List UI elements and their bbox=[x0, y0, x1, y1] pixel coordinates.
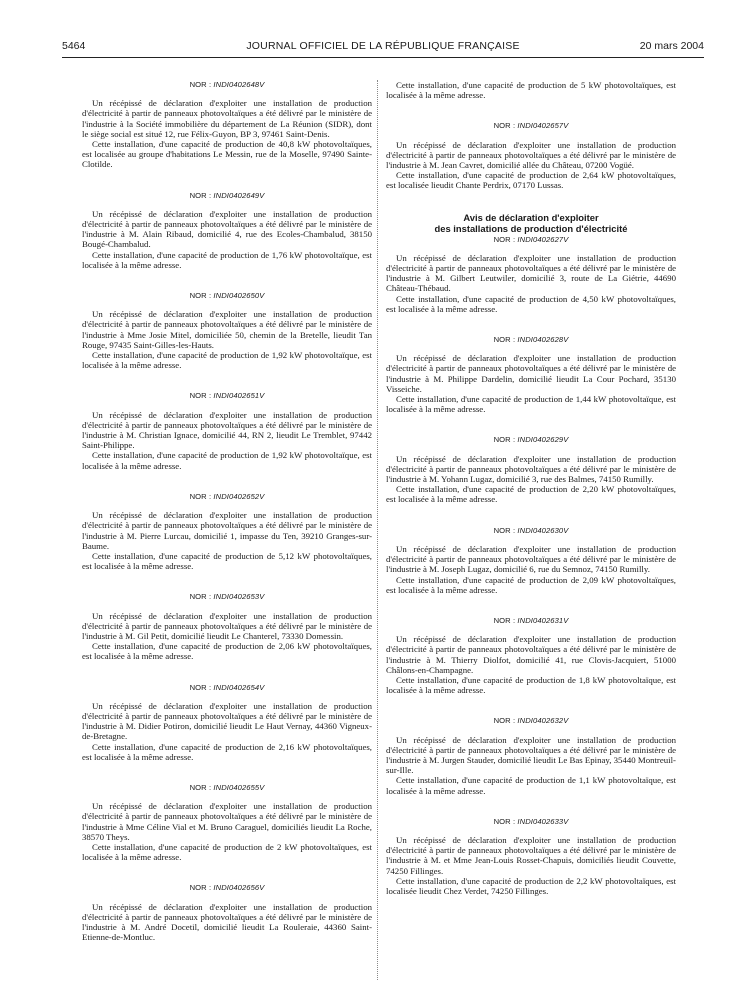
notice-paragraph: Un récépissé de déclaration d'exploiter une installation de production d'électricité à partir de panneaux photovoltaïques a été délivré par le ministère de l'industrie à M. Jurgen Stauder, domicilié lieudit Le Bas Epinay, 35440 Montreuil-sur-Ille. bbox=[386, 734, 676, 776]
notice-paragraph: Un récépissé de déclaration d'exploiter une installation de production d'électricité à partir de panneaux photovoltaïques a été délivré par le ministère de l'industrie à M. Yohann Lugaz, domicilié 3, rue des Balmes, 74150 Rumilly. bbox=[386, 453, 676, 485]
notice-entry bbox=[82, 291, 372, 370]
notice-entry bbox=[82, 592, 372, 661]
notice-entry bbox=[386, 235, 676, 314]
nor-reference bbox=[82, 391, 372, 401]
page-number: 5464 bbox=[62, 40, 86, 52]
notice-paragraph: Cette installation, d'une capacité de production de 40,8 kW photovoltaïques, est localisée au groupe d'habitations Le Messin, rue de la Moselle, 97490 Sainte-Clotilde. bbox=[82, 139, 372, 170]
notice-paragraph: Un récépissé de déclaration d'exploiter une installation de production d'électricité à partir de panneaux photovoltaïques a été délivré par le ministère de l'industrie à M. Jean Cavret, domicilié allée du Château, 07200 Vogüé. bbox=[386, 139, 676, 171]
notice-paragraph: Cette installation, d'une capacité de production de 2,16 kW photovoltaïques, est localisée à la même adresse. bbox=[82, 741, 372, 762]
notice-entry bbox=[82, 191, 372, 270]
left-column bbox=[82, 80, 372, 963]
notice-paragraph: Cette installation, d'une capacité de production de 2,2 kW photovoltaïques, est localisée lieudit Chez Verdet, 74250 Fillinges. bbox=[386, 875, 676, 896]
nor-prefix: NOR : bbox=[189, 80, 212, 89]
notice-entry bbox=[386, 80, 676, 100]
column-divider bbox=[377, 80, 378, 980]
section-title-line: des installations de production d'électricité bbox=[434, 222, 628, 234]
notice-paragraph: Un récépissé de déclaration d'exploiter une installation de production d'électricité à partir de panneaux photovoltaïques a été délivré par le ministère de l'industrie à M. Didier Potiron, domicilié lieudit Le Haut Vernay, 44360 Vigneux-de-Bretagne. bbox=[82, 700, 372, 742]
notice-entry bbox=[386, 716, 676, 795]
nor-reference bbox=[386, 235, 676, 245]
nor-prefix: NOR : bbox=[189, 592, 212, 602]
notice-paragraph: Un récépissé de déclaration d'exploiter une installation de production d'électricité à partir de panneaux photovoltaïques a été délivré par le ministère de l'industrie à M. Alain Ribaud, domicilié 4, rue des Ecoles-Chambalud, 38150 Bougé-Chambalud. bbox=[82, 208, 372, 250]
nor-prefix: NOR : bbox=[493, 816, 516, 826]
nor-prefix: NOR : bbox=[189, 782, 212, 792]
notice-paragraph: Un récépissé de déclaration d'exploiter une installation de production d'électricité à partir de panneaux photovoltaïques a été délivré par le ministère de l'industrie à M. Philippe Dardelin, domicilié lieudit La Cour Pochard, 35130 Visseiche. bbox=[386, 353, 676, 394]
nor-reference bbox=[386, 716, 676, 726]
nor-code: INDI0402630V bbox=[517, 525, 569, 535]
notice-entry bbox=[386, 616, 676, 695]
notice-entry bbox=[386, 817, 676, 896]
nor-prefix: NOR : bbox=[189, 682, 212, 692]
notice-paragraph: Un récépissé de déclaration d'exploiter une installation de production d'électricité à partir de panneaux photovoltaïques a été délivré par le ministère de l'industrie à M. Gilbert Leutwiler, domicilié 3, route de La Giétrie, 44690 Château-Thébaud. bbox=[386, 252, 676, 294]
notice-paragraph: Un récépissé de déclaration d'exploiter une installation de production d'électricité à partir de panneaux photovoltaïques a été délivré par le ministère de l'industrie à M. et Mme Jean-Louis Rosset-Chapuis, domiciliés lieudit Couvette, 74250 Fillinges. bbox=[386, 834, 676, 876]
notice-paragraph: Cette installation, d'une capacité de production de 2,09 kW photovoltaïques, est localisée à la même adresse. bbox=[386, 574, 676, 595]
nor-reference bbox=[82, 492, 372, 502]
notice-paragraph: Un récépissé de déclaration d'exploiter une installation de production d'électricité à partir de panneaux photovoltaïques a été délivré par le ministère de l'industrie à M. Pierre Lurcau, domicilié 1, impasse du Ten, 39210 Granges-sur-Baume. bbox=[82, 510, 372, 551]
notice-paragraph: Cette installation, d'une capacité de production de 2 kW photovoltaïques, est localisée à la même adresse. bbox=[82, 841, 372, 863]
notice-paragraph: Un récépissé de déclaration d'exploiter une installation de production d'électricité à partir de panneaux photovoltaïques a été délivré par le ministère de l'industrie à M. Christian Ignace, domicilié 44, RN 2, lieudit Le Tremblet, 97442 Saint-Philippe. bbox=[82, 409, 372, 451]
nor-reference bbox=[386, 335, 676, 345]
notice-entry bbox=[82, 391, 372, 470]
header-rule bbox=[62, 57, 704, 58]
nor-prefix: NOR : bbox=[493, 335, 516, 345]
publication-date: 20 mars 2004 bbox=[639, 40, 704, 52]
notice-paragraph: Cette installation, d'une capacité de production de 2,20 kW photovoltaïques, est localisée à la même adresse. bbox=[386, 484, 676, 505]
nor-code: INDI0402654V bbox=[213, 682, 265, 692]
nor-reference bbox=[82, 592, 372, 602]
section-title bbox=[386, 212, 676, 234]
nor-reference bbox=[386, 817, 676, 827]
notice-entry bbox=[82, 492, 372, 571]
notice-paragraph: Un récépissé de déclaration d'exploiter une installation de production d'électricité à partir de panneaux photovoltaïques a été délivré par le ministère de l'industrie à M. Thierry Diolfot, domicilié 41, rue Clovis-Jacquiert, 51000 Châlons-en-Champagne. bbox=[386, 634, 676, 675]
notice-paragraph: Cette installation, d'une capacité de production de 1,1 kW photovoltaïque, est localisée à la même adresse. bbox=[386, 775, 676, 796]
notice-entry bbox=[82, 783, 372, 862]
nor-prefix: NOR : bbox=[189, 491, 212, 501]
notice-paragraph: Un récépissé de déclaration d'exploiter une installation de production d'électricité à partir de panneaux photovoltaïques a été délivré par le ministère de l'industrie à la Société immobilière du département de La Réunion (SIDR), dont le siège social est situé 12, rue Félix-Guyon, BP 3, 97461 Saint-Denis. bbox=[82, 98, 372, 139]
notice-entry bbox=[82, 883, 372, 942]
nor-code: INDI0402632V bbox=[517, 716, 569, 726]
nor-prefix: NOR : bbox=[493, 716, 516, 726]
right-column-bottom bbox=[386, 235, 676, 897]
notice-paragraph: Cette installation, d'une capacité de production de 5 kW photovoltaïques, est localisée à la même adresse. bbox=[386, 80, 676, 101]
nor-reference bbox=[386, 526, 676, 536]
nor-prefix: NOR : bbox=[189, 190, 212, 200]
nor-reference bbox=[82, 683, 372, 693]
nor-code: INDI0402651V bbox=[213, 391, 265, 401]
nor-code: INDI0402657V bbox=[517, 121, 569, 131]
nor-reference bbox=[82, 783, 372, 793]
notice-entry bbox=[82, 683, 372, 762]
nor-code: INDI0402650V bbox=[213, 291, 265, 301]
nor-prefix: NOR : bbox=[493, 525, 516, 535]
nor-code: INDI0402652V bbox=[213, 491, 265, 501]
nor-prefix: NOR : bbox=[493, 615, 516, 625]
notice-paragraph: Cette installation, d'une capacité de production de 5,12 kW photovoltaïques, est localisée à la même adresse. bbox=[82, 550, 372, 572]
nor-code: INDI0402629V bbox=[517, 435, 569, 445]
notice-paragraph: Un récépissé de déclaration d'exploiter une installation de production d'électricité à partir de panneaux photovoltaïques a été délivré par le ministère de l'industrie à Mme Céline Vial et M. Bruno Caraguel, domiciliés lieudit La Roche, 38570 Theys. bbox=[82, 801, 372, 842]
notice-paragraph: Un récépissé de déclaration d'exploiter une installation de production d'électricité à partir de panneaux photovoltaïques a été délivré par le ministère de l'industrie à M. André Docetil, domicilié lieudit La Rouleraie, 44360 Saint-Etienne-de-Montluc. bbox=[82, 901, 372, 943]
nor-code: INDI0402656V bbox=[213, 883, 265, 893]
nor-reference bbox=[386, 435, 676, 445]
section-title-line: Avis de déclaration d'exploiter bbox=[463, 211, 599, 223]
journal-title: JOURNAL OFFICIEL DE LA RÉPUBLIQUE FRANÇAISE bbox=[246, 40, 520, 52]
notice-paragraph: Cette installation, d'une capacité de production de 1,8 kW photovoltaïque, est localisée à la même adresse. bbox=[386, 674, 676, 696]
right-column-top bbox=[386, 80, 676, 191]
notice-entry bbox=[386, 526, 676, 595]
notice-paragraph: Un récépissé de déclaration d'exploiter une installation de production d'électricité à partir de panneaux photovoltaïques a été délivré par le ministère de l'industrie à M. Joseph Lugaz, domicilié 6, rue du Semnoz, 74150 Rumilly. bbox=[386, 543, 676, 575]
notice-paragraph: Cette installation, d'une capacité de production de 2,06 kW photovoltaïques, est localisée à la même adresse. bbox=[82, 641, 372, 662]
nor-reference bbox=[82, 883, 372, 893]
nor-code: INDI0402649V bbox=[213, 190, 265, 200]
nor-code: INDI0402653V bbox=[213, 592, 265, 602]
right-column bbox=[386, 80, 676, 917]
nor-prefix: NOR : bbox=[493, 121, 516, 131]
nor-code: INDI0402627V bbox=[517, 234, 569, 244]
nor-prefix: NOR : bbox=[493, 234, 516, 244]
notice-paragraph: Cette installation, d'une capacité de production de 1,44 kW photovoltaïque, est localisée à la même adresse. bbox=[386, 394, 676, 415]
notice-paragraph: Cette installation, d'une capacité de production de 4,50 kW photovoltaïques, est localisée à la même adresse. bbox=[386, 293, 676, 314]
notice-paragraph: Cette installation, d'une capacité de production de 1,76 kW photovoltaïque, est localisée à la même adresse. bbox=[82, 249, 372, 270]
notice-paragraph: Cette installation, d'une capacité de production de 2,64 kW photovoltaïques, est localisée lieudit Chante Perdrix, 07170 Lussas. bbox=[386, 170, 676, 191]
page-header bbox=[62, 40, 704, 56]
nor-code: INDI0402631V bbox=[517, 615, 569, 625]
nor-code: INDI0402628V bbox=[517, 335, 569, 345]
nor-prefix: NOR : bbox=[493, 435, 516, 445]
notice-entry bbox=[386, 121, 676, 190]
nor-reference bbox=[82, 80, 372, 90]
notice-entry bbox=[386, 335, 676, 414]
notice-entry bbox=[82, 80, 372, 170]
notice-paragraph: Cette installation, d'une capacité de production de 1,92 kW photovoltaïque, est localisée à la même adresse. bbox=[82, 450, 372, 471]
nor-reference bbox=[386, 616, 676, 626]
nor-reference bbox=[386, 121, 676, 131]
notice-paragraph: Un récépissé de déclaration d'exploiter une installation de production d'électricité à partir de panneaux photovoltaïques a été délivré par le ministère de l'industrie à M. Gil Petit, domicilié lieudit Le Chanterel, 73330 Domessin. bbox=[82, 610, 372, 641]
nor-code: INDI0402633V bbox=[517, 816, 569, 826]
notice-paragraph: Un récépissé de déclaration d'exploiter une installation de production d'électricité à partir de panneaux photovoltaïques a été délivré par le ministère de l'industrie à Mme Josie Mitel, domiciliée 50, chemin de la Bretelle, lieudit Tan Rouge, 97435 Saint-Gilles-les-Hauts. bbox=[82, 309, 372, 350]
nor-prefix: NOR : bbox=[189, 391, 212, 401]
nor-code: INDI0402655V bbox=[213, 782, 265, 792]
nor-reference bbox=[82, 191, 372, 201]
notice-entry bbox=[386, 435, 676, 504]
nor-reference bbox=[82, 291, 372, 301]
nor-prefix: NOR : bbox=[189, 883, 212, 893]
nor-code: INDI0402648V bbox=[213, 80, 265, 89]
nor-prefix: NOR : bbox=[189, 291, 212, 301]
notice-paragraph: Cette installation, d'une capacité de production de 1,92 kW photovoltaïque, est localisée à la même adresse. bbox=[82, 350, 372, 371]
